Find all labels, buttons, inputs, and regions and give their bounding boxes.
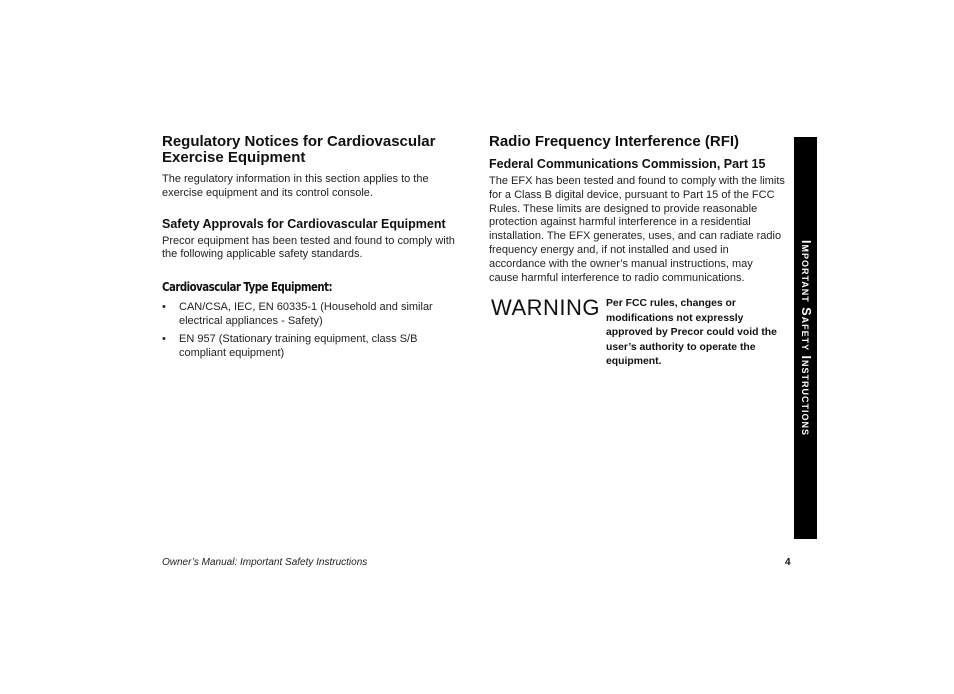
safety-approvals-text: Precor equipment has been tested and found to comply with the following applicable safety standards. — [162, 234, 455, 261]
side-tab-label: Important Safety Instructions — [798, 239, 813, 437]
list-item — [162, 300, 458, 328]
warning-label: WARNING — [491, 295, 601, 321]
rfi-heading: Radio Frequency Interference (RFI) — [489, 133, 740, 150]
page-number: 4 — [785, 557, 791, 568]
right-column — [489, 134, 785, 375]
section-side-tab — [794, 137, 817, 539]
cardiovascular-type-heading: Cardiovascular Type Equipment: — [162, 280, 333, 295]
bullet-icon: • — [162, 301, 166, 314]
safety-approvals-heading: Safety Approvals for Cardiovascular Equipment — [162, 216, 446, 231]
regulatory-intro-text: The regulatory information in this section applies to the exercise equipment and its control console. — [162, 173, 429, 199]
warning-text: Per FCC rules, changes or modifications not expressly approved by Precor could void the user’s authority to operate the equipment. — [606, 298, 777, 367]
list-item — [162, 332, 458, 360]
standards-list — [162, 300, 458, 360]
fcc-heading: Federal Communications Commission, Part 15 — [489, 157, 766, 171]
warning-block — [489, 295, 785, 375]
left-column — [162, 134, 458, 364]
regulatory-notices-heading: Regulatory Notices for Cardiovascular Exercise Equipment — [162, 133, 436, 166]
footer-title: Owner’s Manual: Important Safety Instructions — [162, 557, 368, 568]
list-item-text: CAN/CSA, IEC, EN 60335-1 (Household and similar electrical appliances - Safety) — [179, 301, 433, 328]
bullet-icon: • — [162, 333, 166, 346]
fcc-paragraph: The EFX has been tested and found to comply with the limits for a Class B digital device, pursuant to Part 15 of the FCC Rules. These limits are designed to provide reasonable protection against harmful interference in a residential installation. The EFX generates, uses, and can radiate radio frequency energy and, if not installed and used in accordance with the owner’s manual instructions, may cause harmful interference to radio communications. — [489, 175, 785, 284]
list-item-text: EN 957 (Stationary training equipment, class S/B compliant equipment) — [179, 333, 418, 360]
